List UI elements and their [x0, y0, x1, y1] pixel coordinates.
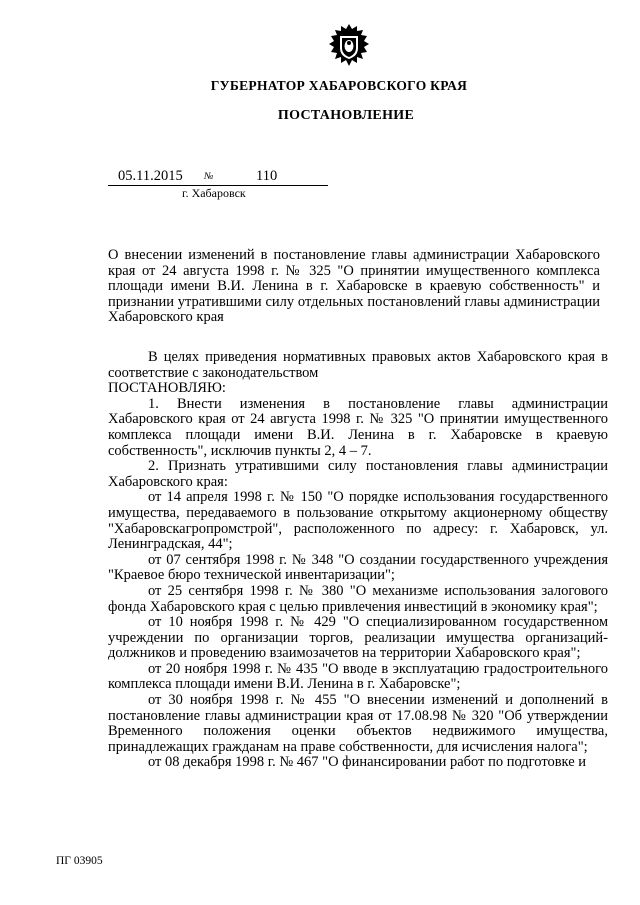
document-number: 110: [256, 168, 278, 184]
document-subject: О внесении изменений в постановление главы администрации Хабаровского края от 24 августа 1998 г. № 325 "О принятии имущественного комплекса площади имени В.И. Ленина в г. Хабаровске в краевую собственность" и признании утратившими силу отдельных постановлений главы администрации Хабаровского края: [108, 247, 600, 326]
item-1: 1. Внести изменения в постановление главы администрации Хабаровского края от 24 августа 1998 г. № 325 "О принятии имущественного комплекса площади имени В.И. Ленина в г. Хабаровске в краевую собственность", исключив пункты 2, 4 – 7.: [108, 395, 608, 459]
document-type: ПОСТАНОВЛЕНИЕ: [277, 108, 415, 123]
number-sign: №: [204, 171, 214, 182]
coat-of-arms-emblem: [326, 22, 372, 68]
preamble: В целях приведения нормативных правовых актов Хабаровского края в соответствие с законодательством: [108, 349, 608, 381]
repealed-item-380: от 25 сентября 1998 г. № 380 "О механизме использования залогового фонда Хабаровского края с целью привлечения инвестиций в экономику края";: [108, 582, 608, 615]
document-date: 05.11.2015: [118, 168, 183, 184]
repealed-item-348: от 07 сентября 1998 г. № 348 "О создании государственного учреждения "Краевое бюро технической инвентаризации";: [108, 551, 608, 584]
repealed-item-429: от 10 ноября 1998 г. № 429 "О специализированном государственном учреждении по организации торгов, реализации имущества организаций-должников и проведению взаимозачетов на территории Хабаровского края";: [108, 614, 608, 662]
repealed-item-435: от 20 ноября 1998 г. № 435 "О вводе в эксплуатацию градостроительного комплекса площади имени В.И. Ленина в г. Хабаровске";: [108, 660, 608, 693]
item-2: 2. Признать утратившими силу постановления главы администрации Хабаровского края:: [108, 458, 608, 490]
city-label: г. Хабаровск: [182, 186, 246, 200]
date-number-line: [108, 168, 328, 186]
document-body: [108, 350, 608, 771]
decree-word: ПОСТАНОВЛЯЮ:: [108, 380, 226, 397]
governor-title: ГУБЕРНАТОР ХАБАРОВСКОГО КРАЯ: [210, 78, 468, 93]
repealed-item-150: от 14 апреля 1998 г. № 150 "О порядке использования государственного имущества, передаваемого в пользование открытому акционерному обществу "Хабаровскагропромстрой", расположенного по адресу: г. Хабаровск, ул. Ленинградская, 44";: [108, 489, 608, 553]
footer-code: ПГ 03905: [56, 855, 103, 867]
repealed-item-455: от 30 ноября 1998 г. № 455 "О внесении изменений и дополнений в постановление главы администрации края от 17.08.98 № 320 "Об утверждении Временного положения оценки объектов недвижимого имущества, принадлежащих гражданам на праве собственности, для исчисления налога";: [108, 692, 608, 755]
repealed-item-467: от 08 декабря 1998 г. № 467 "О финансировании работ по подготовке и: [148, 754, 587, 771]
